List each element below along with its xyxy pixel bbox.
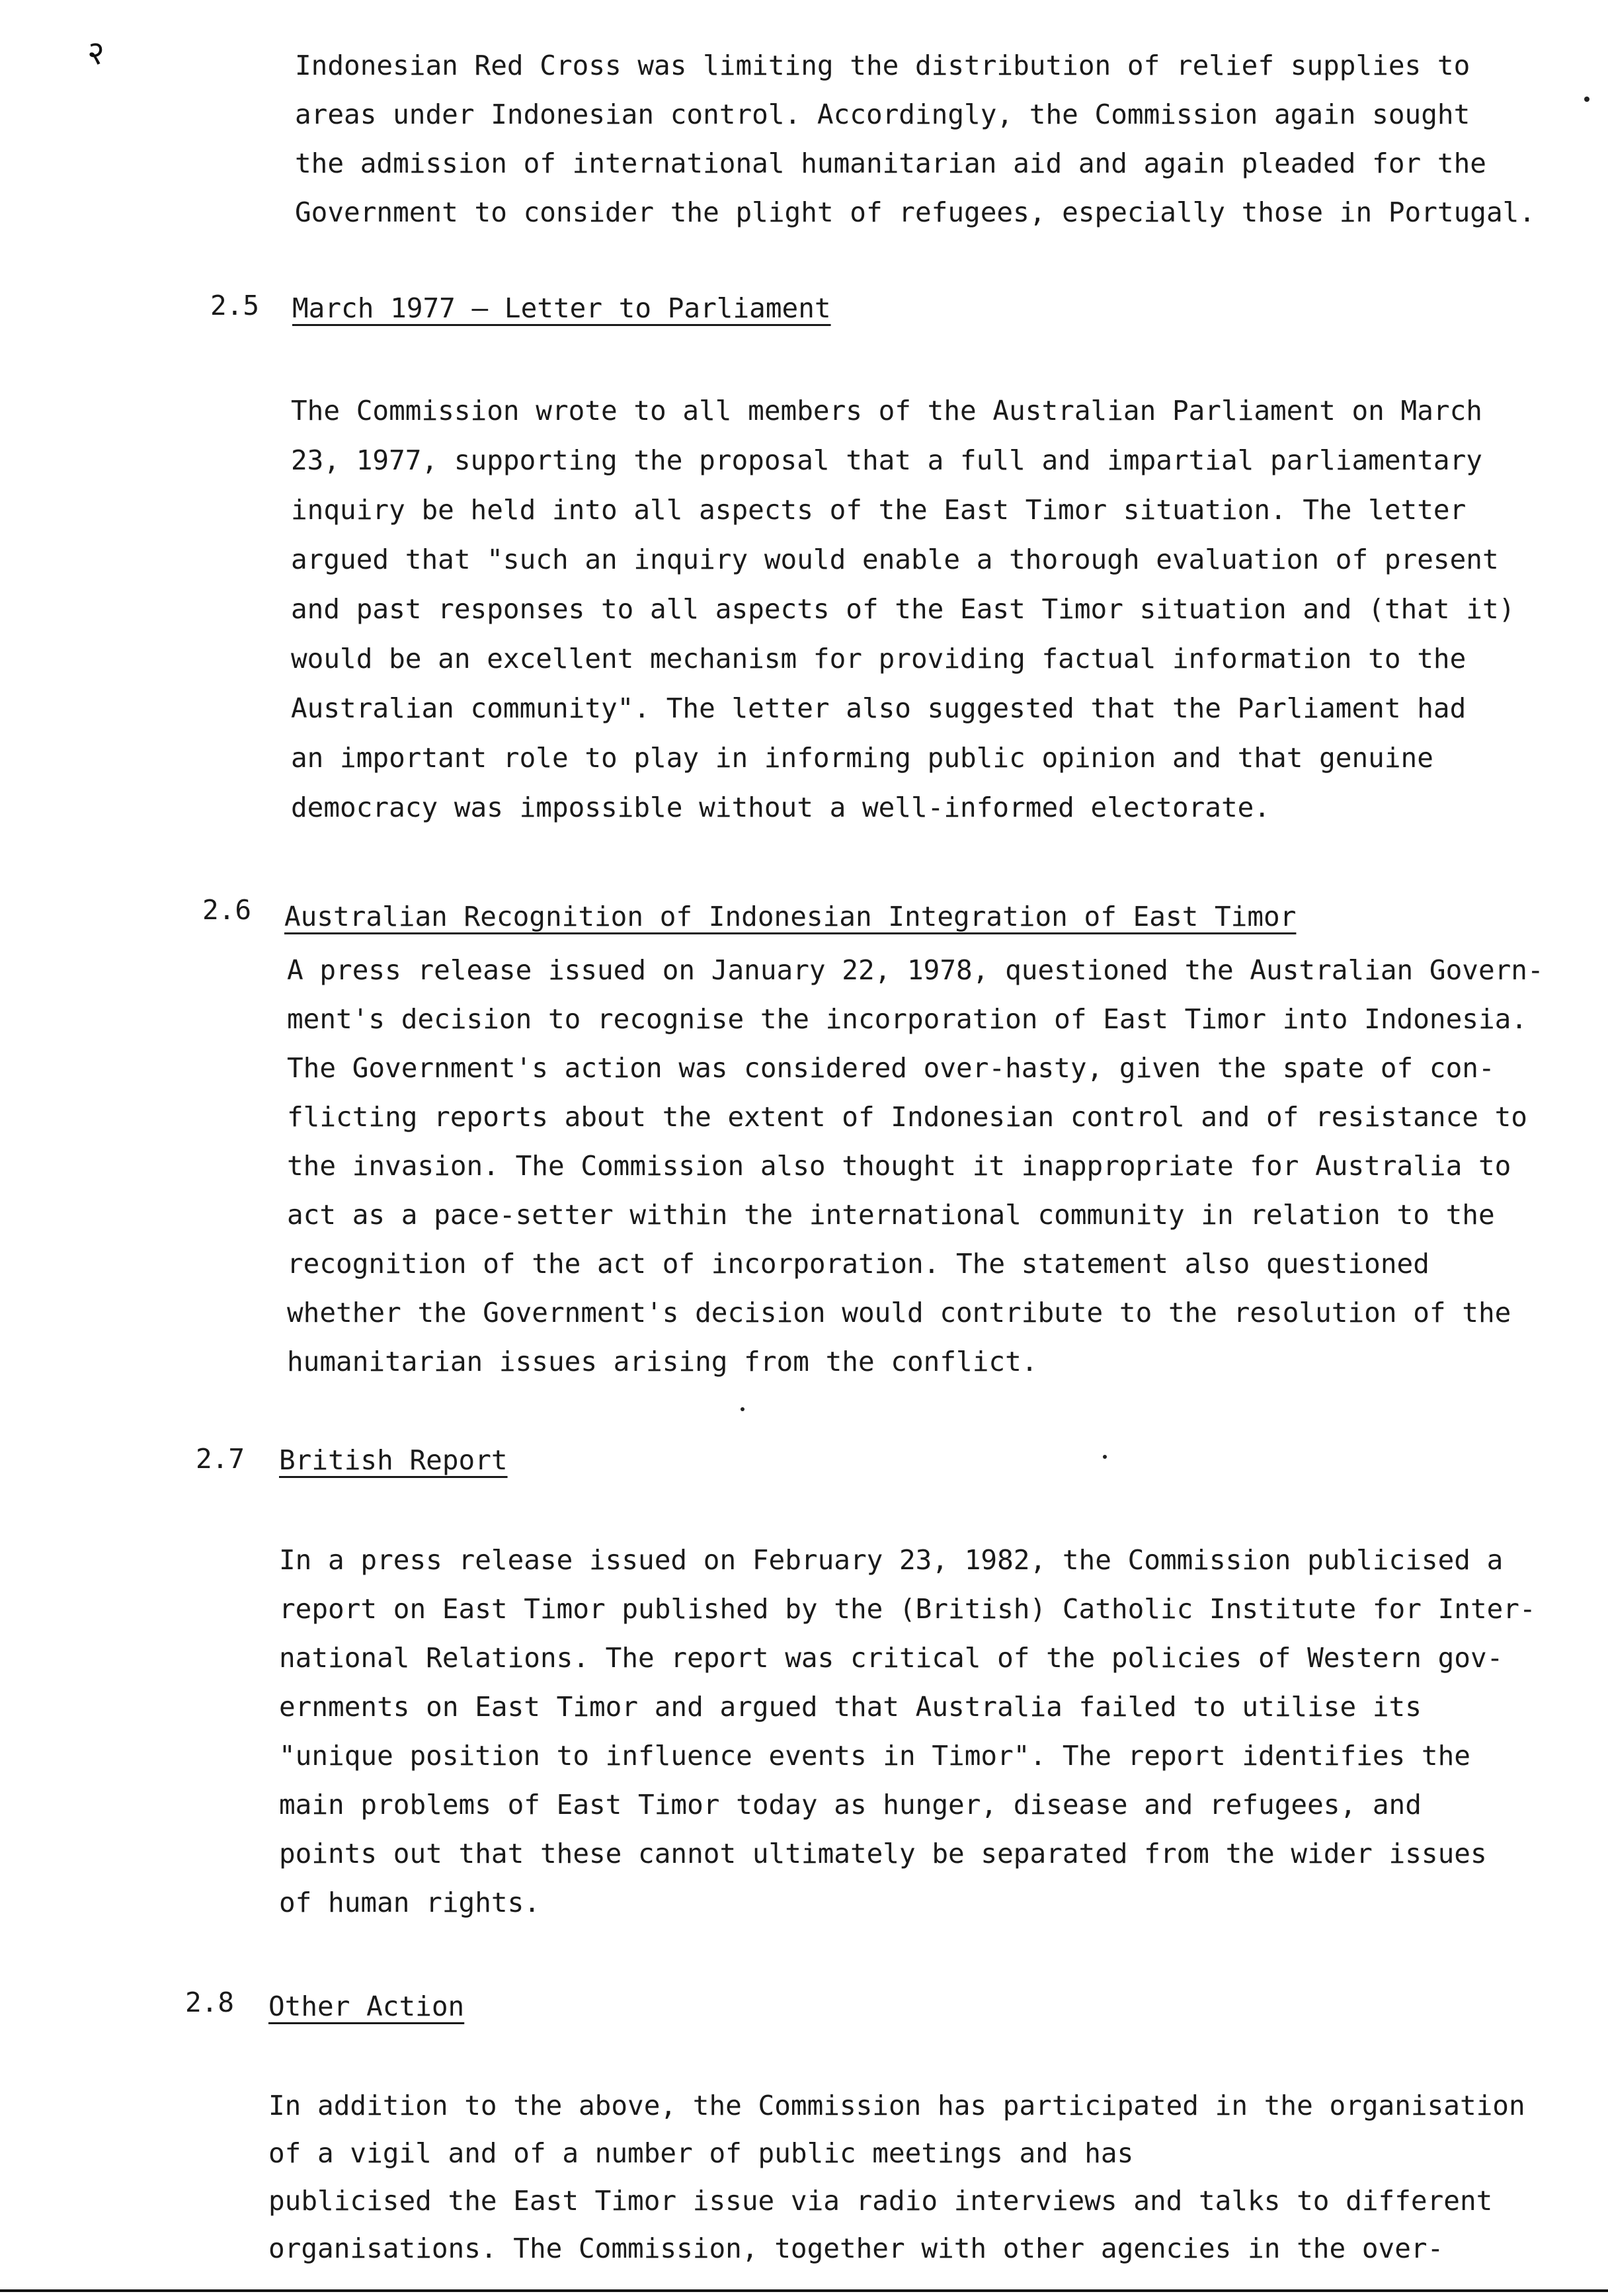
text-line: an important role to play in informing public opinion and that genuine [291, 742, 1433, 774]
scan-speck [1584, 97, 1589, 102]
page-bottom-rule [0, 2289, 1608, 2292]
text-line: areas under Indonesian control. Accordingly, the Commission again sought [295, 99, 1470, 130]
text-line: would be an excellent mechanism for providing factual information to the [291, 643, 1467, 675]
text-line: and past responses to all aspects of the East Timor situation and (that it) [291, 593, 1515, 625]
text-line: act as a pace-setter within the international community in relation to the [287, 1199, 1495, 1231]
text-line: points out that these cannot ultimately be separated from the wider issues [279, 1838, 1487, 1869]
text-line: A press release issued on January 22, 1978, questioned the Australian Govern- [287, 954, 1544, 986]
text-line: the admission of international humanitarian aid and again pleaded for the [295, 147, 1486, 179]
text-line: whether the Government's decision would contribute to the resolution of the [287, 1297, 1511, 1329]
section-number: 2.8 [185, 1987, 235, 2018]
text-line: The Commission wrote to all members of the Australian Parliament on March [291, 395, 1482, 427]
section-heading: March 1977 — Letter to Parliament [292, 292, 831, 324]
section-body [268, 2082, 1525, 2272]
text-line: publicised the East Timor issue via radio interviews and talks to different [268, 2185, 1493, 2217]
section-body [287, 946, 1544, 1386]
text-line: of a vigil and of a number of public meetings and has [268, 2137, 1134, 2169]
section-number: 2.6 [202, 894, 252, 926]
text-line: The Government's action was considered over-hasty, given the spate of con- [287, 1052, 1495, 1084]
text-line: organisations. The Commission, together with other agencies in the over- [268, 2233, 1444, 2264]
text-line: main problems of East Timor today as hunger, disease and refugees, and [279, 1789, 1422, 1821]
text-line: recognition of the act of incorporation. The statement also questioned [287, 1248, 1429, 1280]
text-line: flicting reports about the extent of Indonesian control and of resistance to [287, 1101, 1527, 1133]
section-body [279, 1536, 1536, 1927]
text-line: humanitarian issues arising from the conflict. [287, 1346, 1038, 1377]
scan-speck [1103, 1455, 1107, 1459]
intro-paragraph [295, 41, 1535, 237]
text-line: argued that "such an inquiry would enable a thorough evaluation of present [291, 544, 1499, 575]
section-heading: British Report [279, 1444, 508, 1476]
text-line: ment's decision to recognise the incorporation of East Timor into Indonesia. [287, 1003, 1527, 1035]
text-line: Australian community". The letter also suggested that the Parliament had [291, 692, 1467, 724]
section-number: 2.7 [196, 1443, 245, 1475]
text-line: 23, 1977, supporting the proposal that a full and impartial parliamentary [291, 444, 1482, 476]
text-line: Indonesian Red Cross was limiting the distribution of relief supplies to [295, 50, 1470, 81]
text-line: democracy was impossible without a well-informed electorate. [291, 792, 1271, 823]
text-line: In a press release issued on February 23, 1982, the Commission publicised a [279, 1544, 1504, 1576]
text-line: Government to consider the plight of refugees, especially those in Portugal. [295, 196, 1535, 228]
section-body [291, 386, 1515, 833]
text-line: national Relations. The report was critical of the policies of Western gov- [279, 1642, 1504, 1674]
text-line: In addition to the above, the Commission has participated in the organisation [268, 2090, 1525, 2121]
section-heading: Other Action [268, 1990, 465, 2022]
text-line: report on East Timor published by the (British) Catholic Institute for Inter- [279, 1593, 1536, 1625]
text-line: the invasion. The Commission also thought it inappropriate for Australia to [287, 1150, 1511, 1182]
text-line: inquiry be held into all aspects of the East Timor situation. The letter [291, 494, 1467, 526]
section-number: 2.5 [210, 290, 260, 321]
text-line: "unique position to influence events in Timor". The report identifies the [279, 1740, 1470, 1772]
text-line: of human rights. [279, 1887, 540, 1918]
scan-speck [741, 1407, 744, 1411]
section-heading: Australian Recognition of Indonesian Integration of East Timor [284, 901, 1297, 932]
text-line: ernments on East Timor and argued that Australia failed to utilise its [279, 1691, 1422, 1723]
page-number: २ [87, 34, 104, 72]
